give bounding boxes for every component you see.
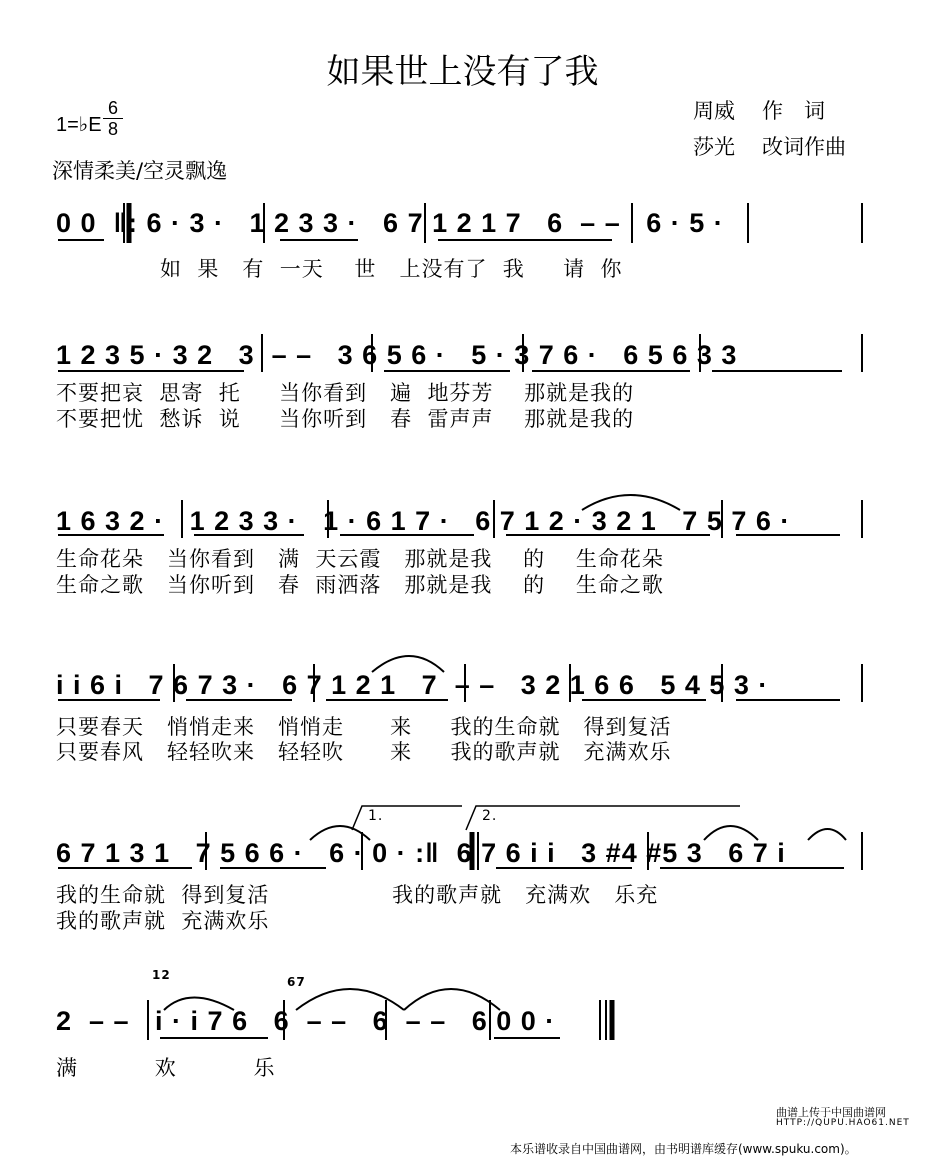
lyric-line-1-verse-1: 如 果 有 一天 世 上没有了 我 请 你 — [160, 257, 623, 281]
ties — [164, 495, 846, 1010]
composer-name: 莎光 — [693, 135, 735, 159]
volta-second-label: 2. — [482, 808, 498, 824]
lyric-line-5-verse-2: 我的歌声就 充满欢乐 — [56, 909, 270, 933]
performance-mood: 深情柔美/空灵飘逸 — [52, 159, 228, 183]
footer-upload-note: 曲谱上传于中国曲谱网 — [776, 1106, 886, 1119]
lyric-line-4-verse-2: 只要春风 轻轻吹来 轻轻吹 来 我的歌声就 充满欢乐 — [56, 740, 672, 764]
key-signature: 1=♭E — [56, 114, 102, 136]
notation-line-5: 6 7 1 3 1 7 5 6 6 · 6 · 0 · :‖ 6 7 6 i i 3 #4 #5 3 6 7 i — [56, 838, 786, 868]
volta-first-label: 1. — [368, 808, 384, 824]
notation-line-1: 0 0 ‖: 6 · 3 · 1 2 3 3 · 6 7 1 2 1 7 6 – – 6 · 5 · — [56, 208, 724, 238]
lyric-line-2-verse-1: 不要把哀 思寄 托 当你看到 遍 地芬芳 那就是我的 — [56, 381, 635, 405]
grace-note-2: 67 — [287, 975, 306, 989]
footer-source-note: 本乐谱收录自中国曲谱网，由书明谱库缓存(www.spuku.com)。 — [510, 1142, 857, 1156]
notation-line-4: i i 6 i 7 6 7 3 · 6 7 1 2 1 7 – – 3 2 1 6 6 5 4 5 3 · — [56, 670, 769, 700]
volta-brackets — [352, 806, 740, 830]
barlines — [148, 203, 862, 1040]
footer-url: HTTP://QUPU.HAO61.NET — [776, 1118, 910, 1128]
notation-line-6: 2 – – i · i 7 6 6 – – 6 – – 6 0 0 · — [56, 1006, 556, 1036]
lyric-line-5-verse-1: 我的生命就 得到复活 我的歌声就 充满欢 乐充 — [56, 883, 659, 907]
grace-note-1: 12 — [152, 968, 171, 982]
lyric-line-4-verse-1: 只要春天 悄悄走来 悄悄走 来 我的生命就 得到复活 — [56, 715, 672, 739]
repeat-signs — [124, 203, 612, 1040]
song-title: 如果世上没有了我 — [326, 52, 599, 92]
lyricist-name: 周威 — [693, 99, 735, 123]
time-signature-top: 6 — [107, 98, 118, 118]
lyric-line-2-verse-2: 不要把忧 愁诉 说 当你听到 春 雷声声 那就是我的 — [56, 407, 635, 431]
composer-role: 改词作曲 — [762, 135, 846, 159]
lyric-line-3-verse-1: 生命花朵 当你看到 满 天云霞 那就是我 的 生命花朵 — [56, 547, 664, 571]
note-underlines — [58, 240, 844, 1038]
lyricist-role: 作 词 — [762, 99, 825, 123]
time-signature-bottom: 8 — [107, 119, 118, 139]
lyric-line-6-verse-1: 满 欢 乐 — [56, 1056, 276, 1080]
notation-line-3: 1 6 3 2 · 1 2 3 3 · 1 · 6 1 7 · 6 7 1 2 · 3 2 1 7 5 7 6 · — [56, 506, 791, 536]
notation-line-2: 1 2 3 5 · 3 2 3 – – 3 6 5 6 · 5 · 3 7 6 · 6 5 6 3 3 — [56, 340, 738, 370]
lyric-line-3-verse-2: 生命之歌 当你听到 春 雨洒落 那就是我 的 生命之歌 — [56, 573, 664, 597]
